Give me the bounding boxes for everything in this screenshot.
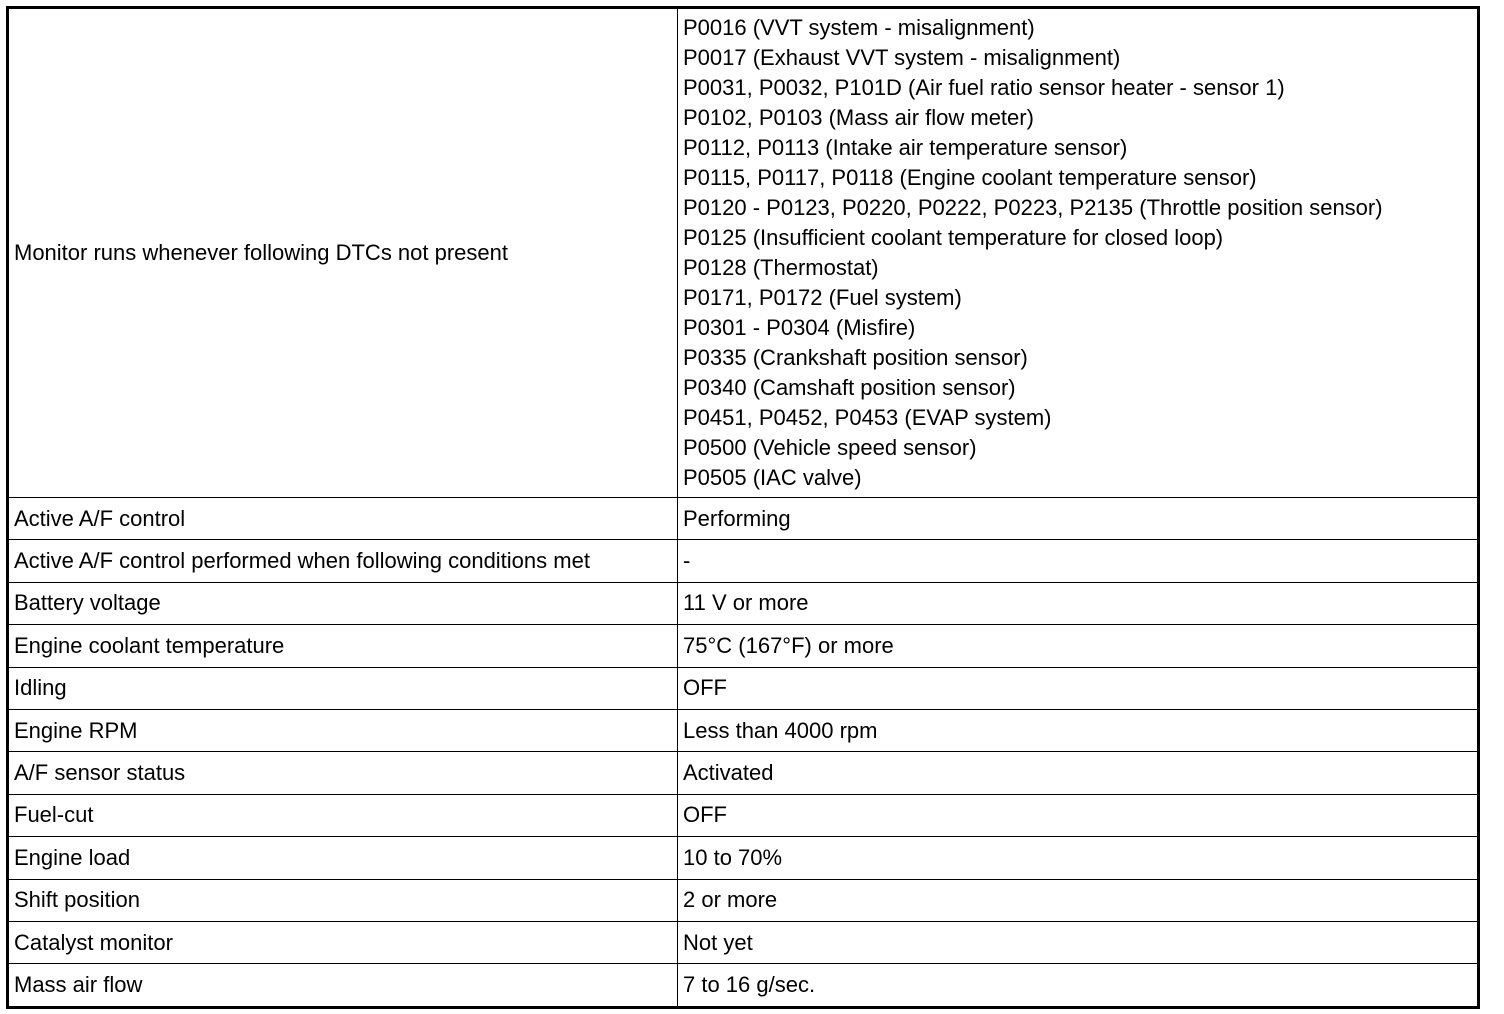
dtc-list-item: P0505 (IAC valve) xyxy=(683,465,862,490)
condition-label: Idling xyxy=(8,667,678,709)
table-row xyxy=(8,837,1479,879)
dtc-list-item: P0451, P0452, P0453 (EVAP system) xyxy=(683,405,1052,430)
table-row xyxy=(8,921,1479,963)
table-row xyxy=(8,582,1479,624)
condition-value: OFF xyxy=(678,794,1479,836)
condition-label: Shift position xyxy=(8,879,678,921)
dtc-list-item: P0340 (Camshaft position sensor) xyxy=(683,375,1016,400)
table-row xyxy=(8,498,1479,540)
dtc-list-item: P0112, P0113 (Intake air temperature sensor) xyxy=(683,135,1128,160)
condition-label: Fuel-cut xyxy=(8,794,678,836)
dtc-list-item: P0500 (Vehicle speed sensor) xyxy=(683,435,977,460)
table-row xyxy=(8,964,1479,1007)
condition-label: Engine coolant temperature xyxy=(8,625,678,667)
condition-label: Engine RPM xyxy=(8,709,678,751)
dtc-list xyxy=(683,13,1472,493)
condition-value: Not yet xyxy=(678,921,1479,963)
condition-value: 11 V or more xyxy=(678,582,1479,624)
condition-value: Performing xyxy=(678,498,1479,540)
condition-value: Activated xyxy=(678,752,1479,794)
table-row xyxy=(8,752,1479,794)
dtc-list-item: P0120 - P0123, P0220, P0222, P0223, P2135 (Throttle position sensor) xyxy=(683,195,1383,220)
dtc-list-item: P0031, P0032, P101D (Air fuel ratio sensor heater - sensor 1) xyxy=(683,75,1285,100)
table-row xyxy=(8,879,1479,921)
condition-value: 2 or more xyxy=(678,879,1479,921)
dtc-precondition-row xyxy=(8,8,1479,498)
condition-label: Catalyst monitor xyxy=(8,921,678,963)
dtc-list-item: P0016 (VVT system - misalignment) xyxy=(683,15,1035,40)
dtc-precondition-label: Monitor runs whenever following DTCs not present xyxy=(8,8,678,498)
table-row xyxy=(8,540,1479,582)
condition-value: Less than 4000 rpm xyxy=(678,709,1479,751)
monitor-conditions-table xyxy=(6,6,1480,1009)
condition-label: Active A/F control xyxy=(8,498,678,540)
table-row xyxy=(8,625,1479,667)
condition-label: Battery voltage xyxy=(8,582,678,624)
dtc-list-item: P0102, P0103 (Mass air flow meter) xyxy=(683,105,1034,130)
condition-label: A/F sensor status xyxy=(8,752,678,794)
condition-label: Mass air flow xyxy=(8,964,678,1007)
dtc-list-item: P0171, P0172 (Fuel system) xyxy=(683,285,962,310)
dtc-list-item: P0017 (Exhaust VVT system - misalignment) xyxy=(683,45,1121,70)
dtc-list-item: P0335 (Crankshaft position sensor) xyxy=(683,345,1028,370)
dtc-list-item: P0125 (Insufficient coolant temperature for closed loop) xyxy=(683,225,1224,250)
table-row xyxy=(8,794,1479,836)
condition-label: Engine load xyxy=(8,837,678,879)
dtc-list-item: P0128 (Thermostat) xyxy=(683,255,879,280)
table-row xyxy=(8,709,1479,751)
condition-value: 75°C (167°F) or more xyxy=(678,625,1479,667)
condition-value: 10 to 70% xyxy=(678,837,1479,879)
dtc-list-item: P0301 - P0304 (Misfire) xyxy=(683,315,916,340)
condition-value: OFF xyxy=(678,667,1479,709)
dtc-list-item: P0115, P0117, P0118 (Engine coolant temperature sensor) xyxy=(683,165,1257,190)
dtc-precondition-value xyxy=(678,8,1479,498)
table-row xyxy=(8,667,1479,709)
condition-value: 7 to 16 g/sec. xyxy=(678,964,1479,1007)
condition-value: - xyxy=(678,540,1479,582)
condition-label: Active A/F control performed when following conditions met xyxy=(8,540,678,582)
